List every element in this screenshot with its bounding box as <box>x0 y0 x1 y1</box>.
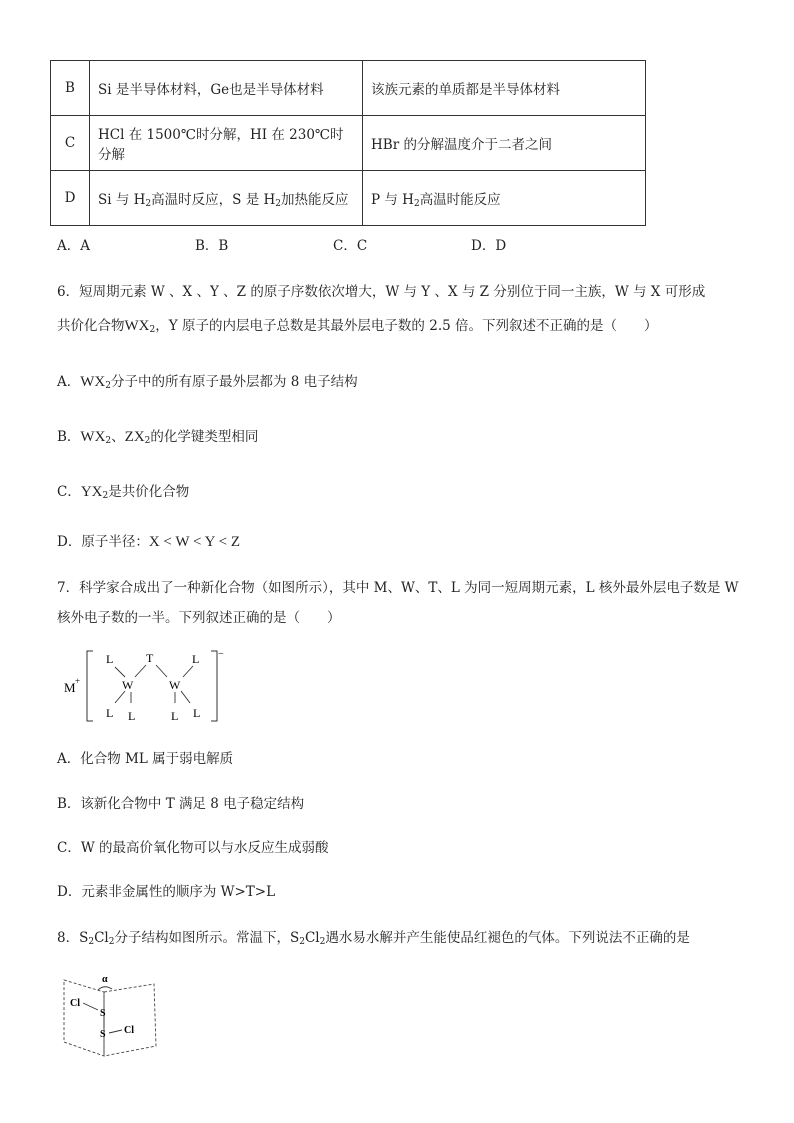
q5-option-c: C．C <box>333 238 368 254</box>
bond <box>181 691 190 703</box>
bond <box>109 1030 122 1033</box>
atom-l: L <box>192 652 200 666</box>
bond <box>83 1003 98 1010</box>
angle-label: α <box>102 974 108 985</box>
q6-option-b: B．$WX_2$、$ZX_2$的化学键类型相同 <box>57 429 259 446</box>
right-bracket <box>211 651 217 721</box>
q7-stem-line2: 核外电子数的一半。下列叙述正确的是（ ） <box>57 610 341 626</box>
q5-option-b: B．B <box>195 238 229 254</box>
atom-cl: Cl <box>70 998 80 1009</box>
bond <box>135 665 146 677</box>
table-row <box>51 116 646 171</box>
atom-s: S <box>100 1008 106 1019</box>
q6-stem-line1: 6．短周期元素 W 、X 、Y 、Z 的原子序数依次增大，W 与 Y 、X 与 Z 分别位于同一主族，W 与 X 可形成 <box>57 284 706 300</box>
q6-option-a: A．$WX_2$分子中的所有原子最外层都为 8 电子结构 <box>57 374 358 391</box>
bond <box>156 665 167 677</box>
row-inference: P 与 $H_2$高温时能反应 <box>363 171 646 226</box>
row-fact: HCl 在 1500℃时分解，HI 在 230℃时分解 <box>90 116 363 171</box>
row-fact: Si 是半导体材料，Ge也是半导体材料 <box>90 61 363 116</box>
q6-stem-line2: 共价化合物$WX_2$，Y 原子的内层电子总数是其最外层电子数的 2.5 倍。下列叙述不正确的是（ ） <box>57 318 658 335</box>
atom-t: T <box>146 651 154 665</box>
s2cl2-structure-figure <box>58 970 162 1060</box>
q7-option-d: D．元素非金属性的顺序为 W>T>L <box>57 884 276 900</box>
cation-charge: + <box>75 676 81 686</box>
bond <box>115 667 125 677</box>
cation-symbol: M <box>64 680 76 695</box>
dihedral-arc <box>98 987 112 990</box>
atom-w: W <box>169 678 181 692</box>
atom-l: L <box>171 709 179 723</box>
q7-option-c: C．W 的最高价氧化物可以与水反应生成弱酸 <box>57 840 329 856</box>
atom-l: L <box>106 652 114 666</box>
q5-option-a: A．A <box>57 238 90 254</box>
row-label: B <box>51 61 90 116</box>
q8-stem: 8．$S_2Cl_2$分子结构如图所示。常温下，$S_2Cl_2$遇水易水解并产生能使品红褪色的气体。下列说法不正确的是 <box>57 930 690 947</box>
row-fact: Si 与 $H_2$高温时反应，S 是 $H_2$加热能反应 <box>90 171 363 226</box>
q7-stem-line1: 7．科学家合成出了一种新化合物（如图所示），其中 M、W、T、L 为同一短周期元素，L 核外最外层电子数是 W <box>57 580 739 596</box>
atom-s: S <box>100 1029 106 1040</box>
anion-structure-figure <box>55 645 235 727</box>
table-row <box>51 171 646 226</box>
row-label: D <box>51 171 90 226</box>
q7-option-a: A．化合物 ML 属于弱电解质 <box>57 751 234 767</box>
q6-option-d: D．原子半径：X < W < Y < Z <box>57 534 241 550</box>
options-table <box>50 60 646 226</box>
right-plane <box>104 984 156 1056</box>
left-bracket <box>87 651 93 721</box>
atom-l: L <box>193 706 201 720</box>
left-plane <box>64 980 104 1056</box>
row-inference: 该族元素的单质都是半导体材料 <box>363 61 646 116</box>
table-row <box>51 61 646 116</box>
q6-option-c: C．$YX_2$是共价化合物 <box>57 484 190 501</box>
bond <box>115 691 125 703</box>
row-inference: HBr 的分解温度介于二者之间 <box>363 116 646 171</box>
row-label: C <box>51 116 90 171</box>
atom-cl: Cl <box>124 1025 134 1036</box>
q7-option-b: B．该新化合物中 T 满足 8 电子稳定结构 <box>57 796 305 812</box>
anion-charge: − <box>218 649 224 660</box>
atom-l: L <box>128 709 136 723</box>
atom-l: L <box>106 706 114 720</box>
bond <box>183 666 193 677</box>
atom-w: W <box>122 678 134 692</box>
q5-option-d: D．D <box>471 238 507 254</box>
